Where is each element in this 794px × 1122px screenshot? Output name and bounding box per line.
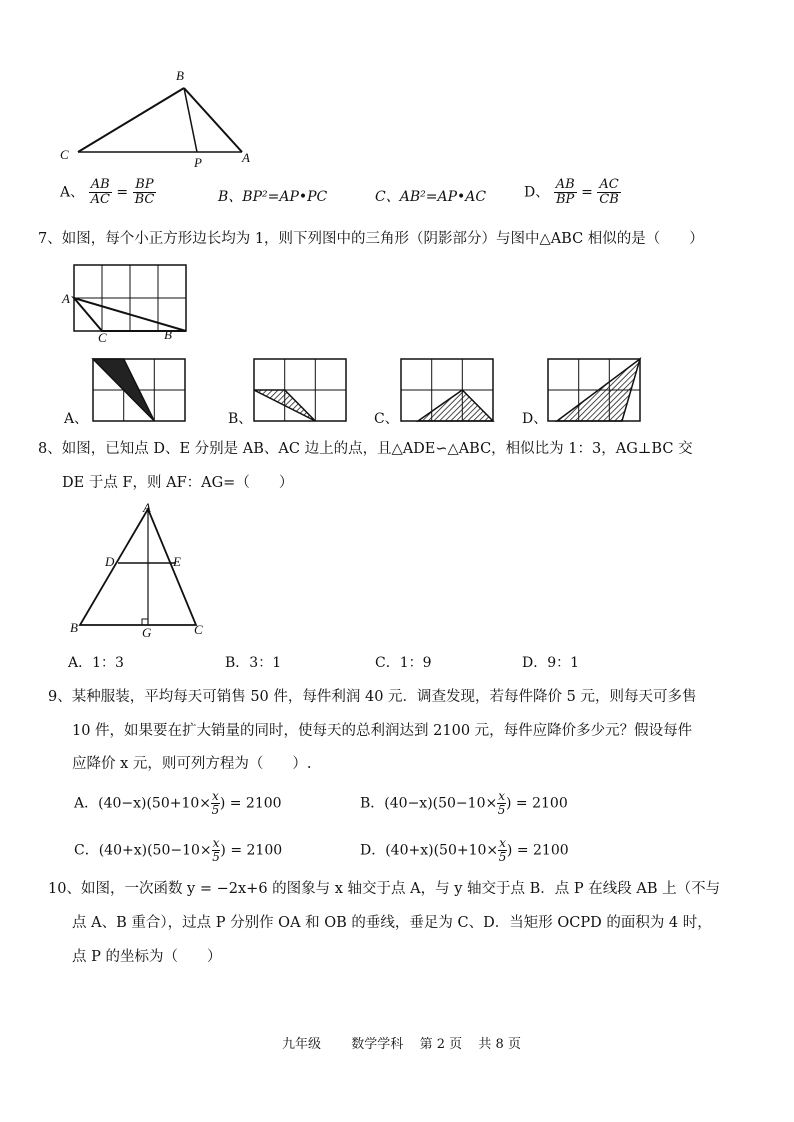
footer-total: 共 8 页: [478, 1037, 521, 1052]
q7-option-c-grid[interactable]: [400, 358, 496, 424]
q9-option-d-pre: D．(40+x)(50+10×: [360, 842, 499, 859]
q6-option-d-eq: =: [581, 184, 593, 201]
footer-grade: 九年级: [282, 1037, 322, 1052]
q9-option-b-post: ) = 2100: [506, 795, 568, 812]
q9-option-c-post: ) = 2100: [220, 842, 283, 859]
q8-triangle-figure: [70, 505, 210, 630]
q7-reference-grid: [74, 265, 214, 345]
q9-option-a-frac: $\frac{x}{5}$: [211, 789, 220, 817]
q9-option-c[interactable]: [74, 837, 282, 864]
q6-option-a[interactable]: [60, 178, 156, 207]
q9-option-d-post: ) = 2100: [506, 842, 569, 859]
q7-label-c: C: [98, 330, 107, 345]
q6-option-a-eq: =: [116, 184, 129, 201]
q10-stem-line2: 点 A、B 重合），过点 P 分别作 OA 和 OB 的垂线，垂足为 C、D．当矩形 OCPD 的面积为 4 时，: [72, 915, 712, 931]
q6-triangle-figure: [60, 70, 260, 170]
q8-label-e: E: [173, 554, 181, 569]
q6-option-b[interactable]: B、BP²=AP•PC: [218, 189, 328, 205]
q6-label-b: B: [176, 68, 184, 83]
q8-label-g: G: [142, 625, 152, 640]
q6-option-a-lhs: $\frac{AB}{AC}$: [90, 177, 110, 207]
q6-segment-bp: [184, 88, 197, 152]
q6-label-c: C: [60, 147, 69, 162]
q9-option-c-pre: C．(40+x)(50−10×: [74, 842, 212, 859]
q10-stem-line3: 点 P 的坐标为（ ）: [72, 949, 222, 965]
q7-option-d-letter[interactable]: D、: [522, 411, 548, 427]
q7-label-a: A: [62, 291, 70, 306]
q6-option-d-letter: D、: [524, 184, 550, 201]
q8-option-a[interactable]: A．1：3: [68, 655, 124, 671]
q6-option-a-rhs: $\frac{BP}{BC}$: [134, 177, 155, 207]
q10-stem-line1: 10、如图，一次函数 y = −2x+6 的图象与 x 轴交于点 A，与 y 轴交于点 B．点 P 在线段 AB 上（不与: [48, 881, 721, 897]
q8-option-c[interactable]: C．1：9: [375, 655, 432, 671]
q7-option-b-grid[interactable]: [253, 358, 349, 424]
q9-option-a[interactable]: [74, 790, 282, 817]
q7-stem: 7、如图，每个小正方形边长均为 1，则下列图中的三角形（阴影部分）与图中△ABC 相似的是（ ）: [38, 231, 704, 247]
q8-option-d[interactable]: D．9：1: [522, 655, 580, 671]
q8-label-a: A: [143, 500, 151, 515]
page-footer: [282, 1033, 521, 1052]
q6-option-d[interactable]: [524, 178, 621, 207]
q6-label-a: A: [242, 150, 250, 165]
q8-stem-line1: 8、如图，已知点 D、E 分别是 AB、AC 边上的点，且△ADE∽△ABC，相似比为 1：3，AG⊥BC 交: [38, 441, 693, 457]
q6-side-ba: [184, 88, 242, 152]
footer-subject: 数学学科: [351, 1037, 404, 1052]
q6-label-p: P: [194, 155, 202, 170]
q8-label-d: D: [105, 554, 115, 569]
q8-option-b[interactable]: B．3：1: [225, 655, 282, 671]
q6-side-cb: [78, 88, 184, 152]
q6-option-c[interactable]: C、AB²=AP•AC: [375, 189, 487, 205]
q9-option-b-frac: $\frac{x}{5}$: [497, 789, 506, 817]
q9-option-a-pre: A．(40−x)(50+10×: [74, 795, 212, 812]
q9-option-c-frac: $\frac{x}{5}$: [212, 836, 220, 864]
q9-stem-line2: 10 件，如果要在扩大销量的同时，使每天的总利润达到 2100 元，每件应降价多少元？假设每件: [72, 723, 693, 739]
q7-option-b-letter[interactable]: B、: [228, 411, 253, 427]
q7-option-d-grid[interactable]: [547, 358, 643, 424]
q9-option-a-post: ) = 2100: [219, 795, 282, 812]
q9-option-b[interactable]: [360, 790, 568, 817]
q7-option-c-shaded-triangle: [418, 390, 493, 421]
q7-option-c-letter[interactable]: C、: [374, 411, 399, 427]
q6-option-d-lhs: $\frac{AB}{BP}$: [555, 177, 575, 207]
q6-option-d-rhs: $\frac{AC}{CB}$: [599, 177, 619, 207]
q7-option-a-letter[interactable]: A、: [64, 411, 89, 427]
q7-label-b: B: [164, 327, 172, 342]
q9-stem-line1: 9、某种服装，平均每天可销售 50 件，每件利润 40 元．调查发现，若每件降价 5 元，则每天可多售: [48, 689, 697, 705]
q8-stem-line2: DE 于点 F，则 AF：AG=（ ）: [62, 475, 294, 491]
q9-option-b-pre: B．(40−x)(50−10×: [360, 795, 498, 812]
q6-option-a-letter: A、: [60, 184, 85, 201]
q8-label-c: C: [194, 622, 203, 637]
q9-option-d-frac: $\frac{x}{5}$: [498, 836, 507, 864]
q8-label-b: B: [70, 620, 78, 635]
q7-option-a-grid[interactable]: [92, 358, 188, 424]
q9-stem-line3: 应降价 x 元，则可列方程为（ ）.: [72, 756, 312, 772]
footer-page: 第 2 页: [419, 1037, 463, 1052]
q9-option-d[interactable]: [360, 837, 569, 864]
